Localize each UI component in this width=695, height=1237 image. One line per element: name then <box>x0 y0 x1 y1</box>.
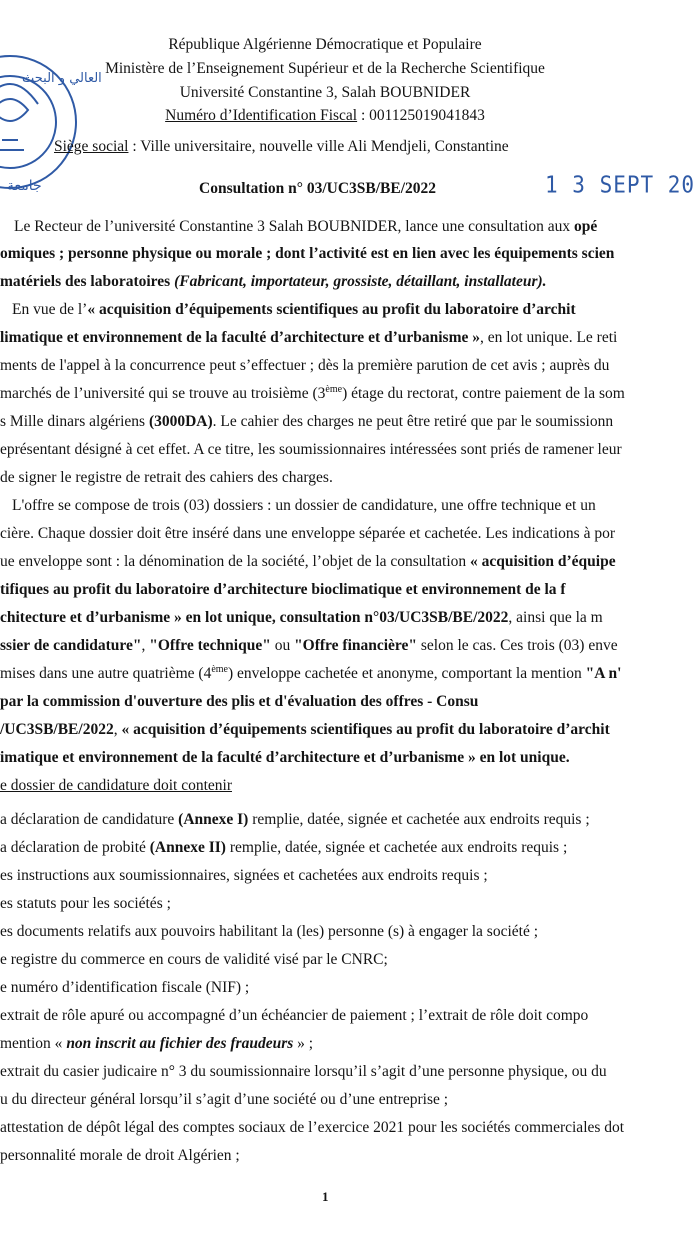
text-line <box>0 1090 448 1110</box>
text-segment: par la commission d'ouverture des plis et d'évaluation des offres - Consu <box>0 693 479 710</box>
text-line <box>0 838 567 858</box>
text-line <box>0 1034 313 1054</box>
text-segment: extrait de rôle apuré ou accompagné d’un échéancier de paiement ; l’extrait de rôle doit compo <box>0 1007 589 1024</box>
text-segment: u du directeur général lorsqu’il s’agit d’une société ou d’une entreprise ; <box>0 1091 449 1108</box>
text-segment: "Offre technique" <box>149 637 271 654</box>
text-segment: personnalité morale de droit Algérien ; <box>0 1147 240 1164</box>
text-segment: non inscrit au fichier des fraudeurs <box>66 1035 294 1052</box>
text-line <box>0 412 613 432</box>
text-segment: « acquisition d’équipe <box>470 553 616 570</box>
text-segment: Le Recteur de l’université Constantine 3 Salah BOUBNIDER, lance une consultation aux <box>14 218 575 235</box>
text-segment: ments de l'appel à la concurrence peut s’effectuer ; dès la première parution de cet avis ; auprès du <box>0 357 610 374</box>
text-segment: (Annexe I) <box>178 811 249 828</box>
header-siege <box>54 138 509 156</box>
text-segment: mises dans une autre quatrième (4 <box>0 665 212 682</box>
text-segment: mention « <box>0 1035 67 1052</box>
nif-value: : 001125019041843 <box>357 107 485 124</box>
text-segment: ) étage du rectorat, contre paiement de la som <box>342 385 625 402</box>
text-line <box>0 720 610 740</box>
text-segment: ou <box>270 637 295 654</box>
text-line <box>0 894 171 914</box>
header-university: Université Constantine 3, Salah BOUBNIDER <box>179 84 471 101</box>
text-segment: ) enveloppe cachetée et anonyme, comportant la mention <box>228 665 586 682</box>
text-segment: opé <box>574 218 598 235</box>
text-segment: omiques ; personne physique ou morale ; dont l’activité est en lien avec les équipements scien <box>0 245 615 262</box>
text-segment: , <box>113 721 122 738</box>
text-line <box>0 524 615 544</box>
text-segment: e numéro d’identification fiscale (NIF) ; <box>0 979 250 996</box>
svg-text:جامعة: جامعة <box>7 178 42 194</box>
text-segment: . Le cahier des charges ne peut être retiré que par le soumissionn <box>212 413 614 430</box>
text-line <box>0 440 622 460</box>
text-segment: (Annexe II) <box>149 839 226 856</box>
text-line <box>0 748 570 768</box>
text-segment: « acquisition d’équipements scientifiques au profit du laboratoire d’archit <box>87 301 576 318</box>
text-line <box>0 664 621 684</box>
text-segment: "A n' <box>585 665 622 682</box>
text-segment: es statuts pour les sociétés ; <box>0 895 171 912</box>
text-line <box>0 866 488 886</box>
text-segment: eprésentant désigné à cet effet. A ce titre, les soumissionnaires intéressées sont priés de ramener leur <box>0 441 622 458</box>
text-line <box>0 1062 607 1082</box>
header-ministry: Ministère de l’Enseignement Supérieur et de la Recherche Scientifique <box>105 60 545 77</box>
text-line <box>12 496 596 516</box>
text-segment: « acquisition d’équipements scientifiques au profit du laboratoire d’archit <box>121 721 610 738</box>
text-line <box>0 468 333 488</box>
text-line <box>0 608 603 628</box>
text-line <box>0 1118 624 1138</box>
text-line <box>0 356 609 376</box>
text-line <box>0 922 538 942</box>
text-segment: extrait du casier judicaire n° 3 du soumissionnaire lorsqu’il s’agit d’une personne physique, ou du <box>0 1063 607 1080</box>
text-line <box>0 950 388 970</box>
text-segment: , <box>141 637 150 654</box>
text-segment: remplie, datée, signée et cachetée aux endroits requis ; <box>248 811 590 828</box>
text-segment: chitecture et d’urbanisme » en lot unique, consultation n°03/UC3SB/BE/2022 <box>0 609 509 626</box>
text-segment: selon le cas. Ces trois (03) enve <box>417 637 618 654</box>
text-segment: limatique et environnement de la faculté d’architecture et d’urbanisme » <box>0 329 481 346</box>
text-line <box>0 636 618 656</box>
consultation-title: Consultation n° 03/UC3SB/BE/2022 <box>199 180 437 197</box>
text-line <box>0 776 232 796</box>
header-nif <box>0 107 650 125</box>
text-segment: attestation de dépôt légal des comptes sociaux de l’exercice 2021 pour les sociétés commerciales dot <box>0 1119 625 1136</box>
header-republic: République Algérienne Démocratique et Populaire <box>168 36 482 53</box>
siege-label: Siège social <box>54 138 129 155</box>
siege-value: : Ville universitaire, nouvelle ville Ali Mendjeli, Constantine <box>128 138 509 155</box>
text-segment: a déclaration de probité <box>0 839 150 856</box>
text-segment: ssier de candidature" <box>0 637 142 654</box>
text-line <box>0 1006 588 1026</box>
text-segment: marchés de l’université qui se trouve au troisième (3 <box>0 385 326 402</box>
nif-label: Numéro d’Identification Fiscal <box>165 107 358 124</box>
text-line <box>0 384 625 404</box>
text-segment: e registre du commerce en cours de validité visé par le CNRC; <box>0 951 388 968</box>
text-segment: s Mille dinars algériens <box>0 413 149 430</box>
text-line <box>0 580 566 600</box>
text-line <box>0 552 616 572</box>
text-segment: es documents relatifs aux pouvoirs habilitant la (les) personne (s) à engager la société ; <box>0 923 539 940</box>
text-line <box>0 692 478 712</box>
text-line <box>0 272 547 292</box>
text-segment: ue enveloppe sont : la dénomination de la société, l’objet de la consultation <box>0 553 471 570</box>
text-line <box>0 810 590 830</box>
text-segment: "Offre financière" <box>294 637 418 654</box>
text-segment: L'offre se compose de trois (03) dossiers : un dossier de candidature, une offre technique et un <box>12 497 596 514</box>
text-segment: /UC3SB/BE/2022 <box>0 721 114 738</box>
svg-text:العالي و البحث: العالي و البحث <box>22 71 102 86</box>
text-segment: En vue de l’ <box>12 301 88 318</box>
text-line <box>14 217 597 237</box>
text-segment: (Fabricant, importateur, grossiste, détaillant, installateur). <box>174 273 547 290</box>
text-segment: » ; <box>293 1035 314 1052</box>
date-stamp: 1 3 SEPT 20 <box>545 171 695 199</box>
text-line <box>12 300 576 320</box>
text-segment: imatique et environnement de la faculté d’architecture et d’urbanisme » en lot unique. <box>0 749 570 766</box>
text-segment: cière. Chaque dossier doit être inséré dans une enveloppe séparée et cachetée. Les indications à por <box>0 525 615 542</box>
text-segment: ème <box>325 383 343 395</box>
text-segment: , ainsi que la m <box>508 609 603 626</box>
text-line <box>0 328 617 348</box>
text-line <box>0 244 614 264</box>
text-segment: a déclaration de candidature <box>0 811 179 828</box>
text-line <box>0 978 249 998</box>
text-segment: remplie, datée, signée et cachetée aux endroits requis ; <box>225 839 568 856</box>
text-segment: es instructions aux soumissionnaires, signées et cachetées aux endroits requis ; <box>0 867 488 884</box>
text-line <box>0 1146 240 1166</box>
page-number: 1 <box>322 1189 329 1204</box>
text-segment: ème <box>211 663 228 675</box>
text-segment: matériels des laboratoires <box>0 273 175 290</box>
text-segment: e dossier de candidature doit contenir <box>0 777 232 794</box>
text-segment: de signer le registre de retrait des cahiers des charges. <box>0 469 333 486</box>
text-segment: tifiques au profit du laboratoire d’architecture bioclimatique et environnement de la f <box>0 581 566 598</box>
text-segment: (3000DA) <box>148 413 213 430</box>
text-segment: , en lot unique. Le reti <box>480 329 618 346</box>
